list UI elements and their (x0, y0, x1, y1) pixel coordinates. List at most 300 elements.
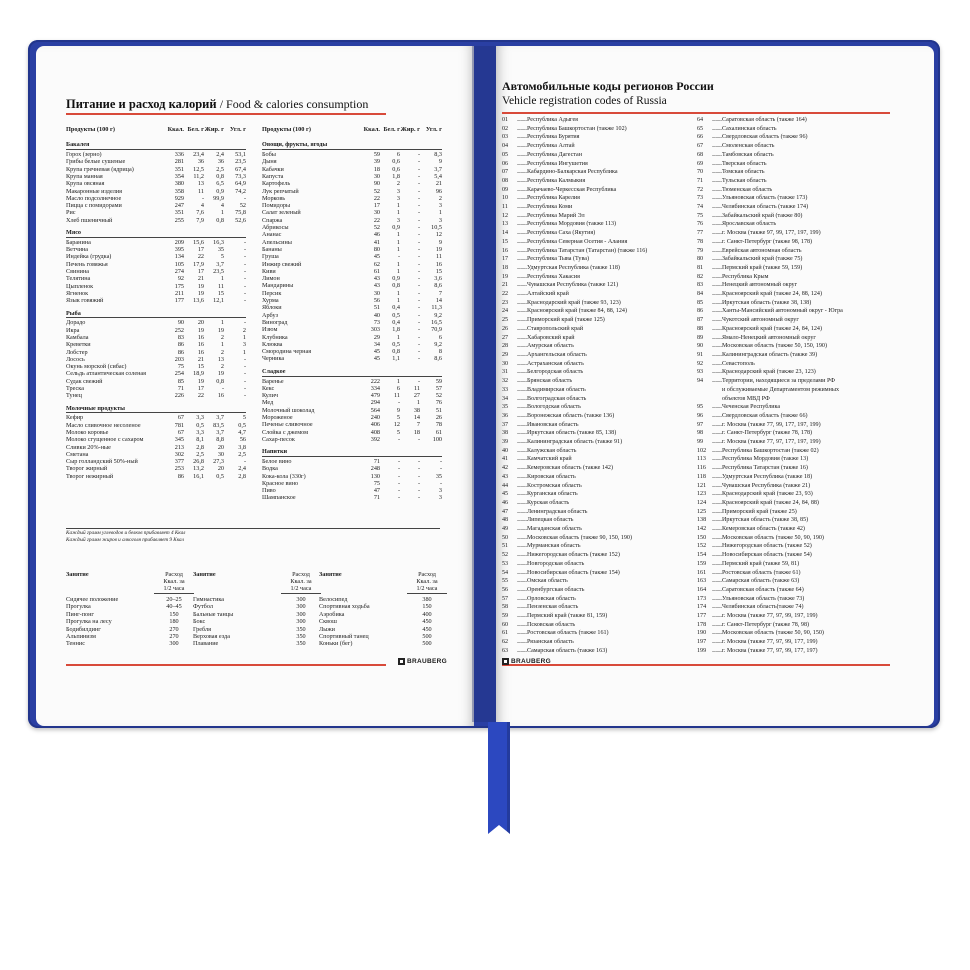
activity-row (66, 603, 194, 610)
codes-column-1 (502, 116, 694, 656)
value-cell: 13,2 (193, 465, 204, 473)
code-row (502, 316, 694, 325)
value-cell: - (397, 487, 400, 495)
code-row (697, 560, 889, 569)
activity-row (193, 626, 321, 633)
product-name: Баранина (66, 238, 91, 246)
region-name: Республика Башкортостан (также 102) (527, 125, 627, 132)
region-name: Новгородская область (527, 560, 585, 567)
product-name: Судак свежий (66, 377, 103, 385)
region-code: 22 (502, 291, 509, 298)
value-cell: - (243, 246, 246, 254)
product-name: Варенье (262, 377, 284, 385)
activity-kcal: 300 (169, 640, 179, 648)
leader-dots: .......... (517, 578, 527, 585)
value-cell: - (417, 267, 420, 275)
code-row (697, 455, 889, 464)
product-name: Масло сливочное несоленое (66, 421, 141, 429)
value-cell: 9 (396, 406, 400, 414)
region-name: Оренбургская область (527, 586, 585, 593)
activity-kcal: 450 (422, 618, 432, 626)
code-row (697, 429, 889, 438)
value-cell: 16,3 (213, 238, 224, 246)
region-code: 47 (502, 508, 509, 515)
region-name: Республика Алтай (527, 143, 575, 150)
value-cell: 1 (396, 267, 400, 275)
leader-dots: .......... (712, 160, 722, 167)
table-row (262, 407, 442, 414)
value-cell: 23,5 (235, 158, 246, 166)
region-name: Брянская область (527, 378, 573, 385)
value-cell: 15,6 (193, 238, 204, 246)
value-cell: 105 (174, 260, 184, 268)
value-cell: 16,1 (193, 472, 204, 480)
region-code: 178 (697, 621, 707, 628)
region-code: 18 (502, 264, 509, 271)
value-cell: 345 (174, 436, 184, 444)
value-cell: 9 (438, 238, 442, 246)
footer-line-right (502, 664, 890, 666)
region-code: 161 (697, 569, 707, 576)
region-name: Владимирская область (527, 386, 586, 393)
region-code: 197 (697, 639, 707, 646)
value-cell: 71 (373, 457, 380, 465)
leader-dots: .......... (517, 169, 527, 176)
codes-title-en: Vehicle registration codes of Russia (502, 95, 667, 107)
value-cell: 13,6 (193, 297, 204, 305)
activity-kcal: 350 (296, 625, 306, 633)
region-name: Республика Мордовия (также 113) (527, 221, 617, 228)
value-cell: 26,8 (193, 458, 204, 466)
code-row (502, 203, 694, 212)
region-name: Липецкая область (527, 517, 574, 524)
value-cell: 36 (217, 158, 224, 166)
product-name: Бобы (262, 151, 276, 159)
region-code: 97 (697, 421, 704, 428)
value-cell: 74,2 (235, 187, 246, 195)
leader-dots: .......... (712, 508, 722, 515)
table-row (262, 282, 442, 289)
product-name: Мандарины (262, 282, 294, 290)
activity-name: Бокс (193, 618, 206, 626)
leader-dots: .......... (517, 238, 527, 245)
value-cell: 39 (373, 158, 380, 166)
value-cell: 6 (396, 151, 400, 159)
region-code: 81 (697, 264, 704, 271)
region-name: г. Москва (также 77, 97, 177, 197, 199) (722, 439, 821, 446)
activity-name: Спортивная ходьба (319, 603, 370, 611)
leader-dots: .......... (517, 247, 527, 254)
code-row (502, 281, 694, 290)
value-cell: 1 (438, 209, 442, 217)
activity-row (193, 611, 321, 618)
value-cell: 18 (373, 165, 380, 173)
product-name: Камбала (66, 333, 89, 341)
code-row (502, 342, 694, 351)
region-code: 125 (697, 508, 707, 515)
region-name: Чукотский автономный округ (722, 317, 799, 324)
region-name: Магаданская область (527, 526, 582, 533)
value-cell: 18,9 (193, 370, 204, 378)
product-name: Горох (зерно) (66, 151, 102, 159)
code-row (502, 273, 694, 282)
activity-row (193, 603, 321, 610)
value-cell: 1 (220, 275, 224, 283)
product-name: Рис (66, 209, 76, 217)
region-name: Республика Марий Эл (527, 212, 585, 219)
value-cell: 302 (174, 450, 184, 458)
region-code: 90 (697, 343, 704, 350)
product-name: Хурма (262, 297, 279, 305)
value-cell: - (417, 479, 420, 487)
note-line: Каждый грамм жиров и алкоголя прибавляет 9 Ккал (66, 537, 184, 543)
value-cell: 30 (373, 209, 380, 217)
leader-dots: .......... (517, 212, 527, 219)
food-table-2 (262, 126, 442, 502)
region-code: 57 (502, 595, 509, 602)
region-code: 28 (502, 343, 509, 350)
col-c4: Угл. г (229, 126, 246, 133)
product-name: Сметана (66, 450, 89, 458)
value-cell: - (417, 348, 420, 356)
code-row (502, 360, 694, 369)
region-code: 55 (502, 578, 509, 585)
table-row (262, 290, 442, 297)
value-cell: - (417, 209, 420, 217)
code-row (502, 116, 694, 125)
product-name: Сельдь атлантическая соленая (66, 370, 146, 378)
value-cell: 0,9 (392, 275, 400, 283)
value-cell: 5,4 (434, 172, 442, 180)
code-row (502, 438, 694, 447)
region-name: Московская область (также 90, 150, 190) (527, 534, 633, 541)
value-cell: 30 (217, 450, 224, 458)
leader-dots (712, 395, 722, 404)
value-cell: - (243, 253, 246, 261)
activity-row (319, 626, 447, 633)
leader-dots (712, 386, 722, 395)
code-row (697, 307, 889, 316)
region-code: 38 (502, 430, 509, 437)
value-cell: - (417, 311, 420, 319)
activity-row (319, 611, 447, 618)
activity-table-3 (319, 571, 447, 648)
table-header (66, 126, 246, 133)
region-name: Еврейская автономная область (722, 247, 802, 254)
product-name: Киви (262, 267, 276, 275)
activity-kcal: 350 (296, 640, 306, 648)
region-code: 21 (502, 282, 509, 289)
region-code: 12 (502, 212, 509, 219)
product-name: Лобстер (66, 348, 88, 356)
leader-dots: .......... (517, 125, 527, 132)
table-row (262, 224, 442, 231)
table-row (66, 283, 246, 290)
value-cell: 80 (373, 245, 380, 253)
region-name: Республика Хакасия (527, 273, 580, 280)
leader-dots: .......... (517, 465, 527, 472)
value-cell: - (243, 458, 246, 466)
code-row (697, 177, 889, 186)
value-cell: - (243, 355, 246, 363)
region-code: 72 (697, 186, 704, 193)
product-name: Сахар-песок (262, 435, 295, 443)
activity-col-value (407, 571, 447, 594)
section-heading: Молочные продукты (66, 405, 246, 414)
product-name: Мед (262, 399, 274, 407)
table-row (66, 158, 246, 165)
value-cell: 13 (217, 355, 224, 363)
region-name: Новосибирская область (также 154) (527, 569, 620, 576)
value-cell: 19 (197, 326, 204, 334)
leader-dots: .......... (517, 351, 527, 358)
value-cell: 8,3 (434, 151, 442, 159)
code-row (697, 377, 889, 386)
region-name: Свердловская область (также 96) (722, 134, 808, 141)
activity-col-value (154, 571, 194, 594)
product-name: Картофель (262, 180, 291, 188)
leader-dots: .......... (712, 134, 722, 141)
table-row (66, 202, 246, 209)
region-code: 85 (697, 299, 704, 306)
code-row (502, 455, 694, 464)
leader-dots: .......... (712, 639, 722, 646)
logo-mark-icon (502, 658, 509, 665)
value-cell: 6,5 (216, 180, 224, 188)
header-line: Ккал. за (290, 578, 312, 586)
leader-dots: .......... (517, 369, 527, 376)
region-name: г. Москва (также 77, 97, 99, 197, 199) (722, 613, 818, 620)
code-row (502, 482, 694, 491)
code-row (697, 621, 889, 630)
region-code: 173 (697, 595, 707, 602)
product-name: Телятина (66, 275, 91, 283)
value-cell: 1 (396, 245, 400, 253)
region-code: 116 (697, 465, 706, 472)
value-cell: 247 (174, 202, 184, 210)
code-row (697, 542, 889, 551)
code-row (502, 621, 694, 630)
value-cell: 0,5 (392, 340, 400, 348)
region-name: Сахалинская область (722, 125, 777, 132)
value-cell: 134 (174, 253, 184, 261)
table-row (262, 246, 442, 253)
col-product: Продукты (100 г) (66, 126, 115, 133)
value-cell: 1 (220, 341, 224, 349)
region-name: Республика Татарстан (Татарстан) (также 116) (527, 247, 648, 254)
region-code: 37 (502, 421, 509, 428)
product-name: Морковь (262, 194, 286, 202)
region-code: 199 (697, 647, 707, 654)
value-cell: 9,2 (434, 311, 442, 319)
region-code: 66 (697, 134, 704, 141)
header-line: 1/2 часа (281, 585, 321, 593)
leader-dots: .......... (712, 552, 722, 559)
region-name: Амурская область (527, 343, 574, 350)
region-code: 75 (697, 212, 704, 219)
value-cell: 26 (435, 413, 442, 421)
leader-dots: .......... (517, 134, 527, 141)
activity-kcal: 500 (422, 633, 432, 641)
region-code: 50 (502, 534, 509, 541)
value-cell: 254 (174, 370, 184, 378)
value-cell: 1 (396, 231, 400, 239)
table-row (66, 246, 246, 253)
value-cell: 130 (370, 472, 380, 480)
code-row (502, 542, 694, 551)
value-cell: 7 (438, 289, 442, 297)
col-c4: Угл. г (425, 126, 442, 133)
value-cell: 17 (197, 385, 204, 392)
leader-dots: .......... (517, 456, 527, 463)
value-cell: - (397, 253, 400, 261)
value-cell: 5 (242, 414, 246, 422)
region-code: 69 (697, 160, 704, 167)
value-cell: 59 (373, 151, 380, 159)
leader-dots: .......... (517, 534, 527, 541)
code-row (502, 160, 694, 169)
activity-row (66, 633, 194, 640)
code-row (697, 586, 889, 595)
leader-dots: .......... (517, 143, 527, 150)
value-cell: - (417, 224, 420, 232)
region-code (697, 386, 712, 395)
code-row (697, 151, 889, 160)
col-c2: Бел. г (383, 126, 400, 133)
activity-name: Пинг-понг (66, 610, 94, 618)
value-cell: 16 (217, 392, 224, 400)
region-code: 43 (502, 473, 509, 480)
value-cell: - (243, 297, 246, 305)
value-cell: 0,8 (392, 348, 400, 356)
value-cell: 5 (396, 428, 400, 436)
product-name: Кекс (262, 384, 275, 392)
region-code: 86 (697, 308, 704, 315)
region-name: Республика Северная Осетия - Алания (527, 238, 628, 245)
region-name: Республика Мордовия (также 13) (722, 456, 809, 463)
product-name: Лосось (66, 355, 85, 363)
leader-dots: .......... (712, 595, 722, 602)
product-name: Черника (262, 355, 285, 363)
value-cell: 1 (220, 319, 224, 327)
value-cell: 96 (435, 187, 442, 195)
table-row (262, 158, 442, 165)
product-name: Груша (262, 253, 279, 261)
table-row (66, 297, 246, 304)
leader-dots: .......... (712, 465, 722, 472)
code-row (697, 133, 889, 142)
region-code: 74 (697, 204, 704, 211)
activity-name: Теннис (66, 640, 85, 648)
region-code: 30 (502, 360, 509, 367)
leader-dots: .......... (712, 473, 722, 480)
activity-kcal: 400 (422, 610, 432, 618)
value-cell: 8,6 (434, 282, 442, 290)
value-cell: 354 (174, 172, 184, 180)
table-row (262, 297, 442, 304)
product-name: Крупа овсяная (66, 180, 105, 188)
region-name: Республика Башкортостан (также 02) (722, 447, 819, 454)
region-code: 26 (502, 325, 509, 332)
col-c3: Жир. г (204, 126, 224, 133)
value-cell: 0,5 (392, 311, 400, 319)
code-row (697, 125, 889, 134)
value-cell: 1,1 (392, 355, 400, 363)
value-cell: - (417, 180, 420, 188)
value-cell: - (243, 194, 246, 202)
value-cell: - (439, 465, 442, 473)
region-name: Ярославская область (722, 221, 777, 228)
value-cell: 177 (174, 297, 184, 305)
activity-header (319, 571, 447, 596)
leader-dots: .......... (712, 195, 722, 202)
region-code: 60 (502, 621, 509, 628)
activity-row (319, 640, 447, 647)
value-cell: 75 (177, 363, 184, 371)
code-row (502, 186, 694, 195)
value-cell: 377 (174, 458, 184, 466)
region-code: 71 (697, 177, 704, 184)
food-title (66, 97, 368, 112)
value-cell: 2,8 (196, 443, 204, 451)
value-cell: 56 (239, 436, 246, 444)
title-underline-right (502, 112, 890, 114)
region-name: Вологодская область (527, 404, 581, 411)
value-cell: 11 (218, 282, 224, 290)
leader-dots: .......... (517, 595, 527, 602)
code-row (697, 290, 889, 299)
value-cell: 35 (435, 472, 442, 480)
value-cell: 15 (197, 363, 204, 371)
bookmark-ribbon[interactable] (488, 722, 510, 834)
region-code: 80 (697, 256, 704, 263)
value-cell: - (397, 399, 400, 407)
value-cell: 3 (242, 341, 246, 349)
table-row (262, 326, 442, 333)
region-code: 42 (502, 465, 509, 472)
table-row (66, 217, 246, 224)
value-cell: 3,7 (216, 414, 224, 422)
product-name: Креветки (66, 341, 91, 349)
region-name: Красноярский край (также 24, 84, 88) (722, 499, 819, 506)
product-name: Лук репчатый (262, 187, 299, 195)
leader-dots: .......... (517, 482, 527, 489)
value-cell: 380 (174, 180, 184, 188)
table-row (66, 151, 246, 158)
value-cell: 0,8 (216, 377, 224, 385)
activity-kcal: 300 (296, 603, 306, 611)
code-row (697, 508, 889, 517)
product-name: Пиво (262, 487, 276, 495)
activity-kcal: 180 (169, 618, 179, 626)
table-row (262, 319, 442, 326)
value-cell: 2,4 (216, 151, 224, 159)
table-row (66, 392, 246, 399)
value-cell: 211 (174, 289, 184, 297)
code-row (502, 629, 694, 638)
value-cell: - (417, 158, 420, 166)
value-cell: 9,2 (434, 340, 442, 348)
value-cell: 1 (396, 333, 400, 341)
code-row (697, 299, 889, 308)
code-row (697, 516, 889, 525)
code-row (697, 334, 889, 343)
region-code: 36 (502, 412, 509, 419)
product-name: Капуста (262, 172, 284, 180)
region-name: Московская область (также 50, 90, 150) (722, 630, 824, 637)
code-row (502, 647, 694, 656)
region-code: 154 (697, 552, 707, 559)
